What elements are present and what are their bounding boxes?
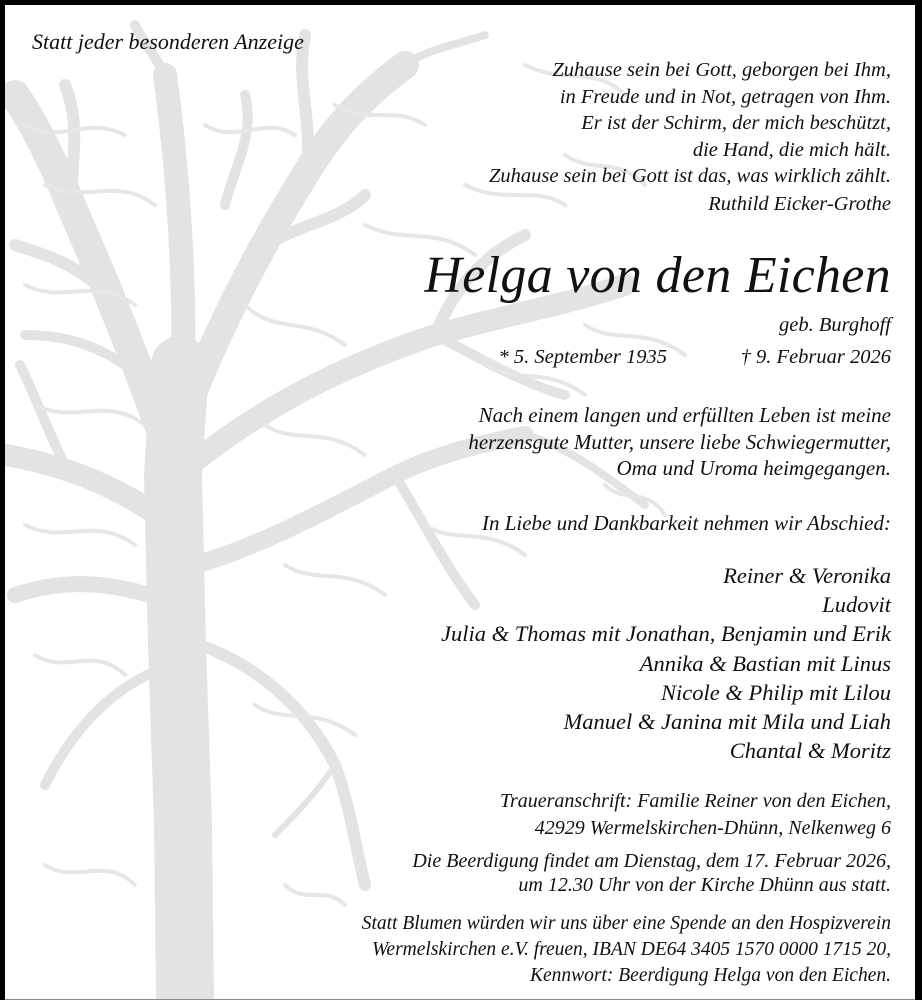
donation-line: Wermelskirchen e.V. freuen, IBAN DE64 3405 1570 0000 1715 20, (371, 939, 891, 960)
poem-line: in Freude und in Not, getragen von Ihm. (559, 85, 891, 108)
family-member: Julia & Thomas mit Jonathan, Benjamin und Erik (441, 621, 891, 647)
address-line: Traueranschrift: Familie Reiner von den Eichen, (499, 790, 891, 812)
announcement-text (468, 402, 891, 482)
family-list (441, 561, 891, 765)
poem-author: Ruthild Eicker-Grothe (708, 192, 891, 215)
family-member: Chantal & Moritz (729, 738, 891, 764)
donation-request (362, 911, 891, 989)
donation-line: Statt Blumen würden wir uns über eine Spende an den Hospizverein (361, 913, 891, 934)
birth-date: * 5. September 1935 (498, 346, 667, 368)
funeral-details (412, 849, 891, 897)
family-member: Nicole & Philip mit Lilou (661, 679, 891, 705)
birth-name: geb. Burghoff (779, 314, 891, 336)
family-member: Annika & Bastian mit Linus (639, 650, 891, 676)
announcement-line: Oma und Uroma heimgegangen. (616, 456, 891, 480)
farewell-text: In Liebe und Dankbarkeit nehmen wir Abschied: (481, 511, 891, 535)
address-line: 42929 Wermelskirchen-Dhünn, Nelkenweg 6 (534, 816, 891, 839)
funeral-line: um 12.30 Uhr von der Kirche Dhünn aus statt. (518, 874, 891, 896)
obituary-notice (5, 5, 915, 1000)
poem (489, 57, 891, 217)
deceased-name: Helga von den Eichen (424, 247, 891, 304)
notice-content (5, 5, 915, 999)
announcement-line: Nach einem langen und erfüllten Leben ist meine (478, 403, 891, 427)
poem-line: Er ist der Schirm, der mich beschützt, (581, 112, 891, 134)
header-text: Statt jeder besonderen Anzeige (32, 29, 304, 54)
family-member: Manuel & Janina mit Mila und Liah (563, 709, 891, 735)
funeral-line: Die Beerdigung findet am Dienstag, dem 17. Februar 2026, (412, 850, 891, 872)
death-date: † 9. Februar 2026 (740, 346, 891, 368)
mourning-address (500, 788, 891, 841)
poem-line: die Hand, die mich hält. (692, 138, 891, 161)
donation-line: Kennwort: Beerdigung Helga von den Eichen. (529, 965, 891, 986)
poem-line: Zuhause sein bei Gott, geborgen bei Ihm, (552, 59, 891, 81)
poem-line: Zuhause sein bei Gott ist das, was wirklich zählt. (488, 165, 891, 187)
announcement-line: herzensgute Mutter, unsere liebe Schwiegermutter, (468, 429, 891, 454)
family-member: Reiner & Veronika (723, 563, 891, 588)
family-member: Ludovit (822, 592, 891, 618)
